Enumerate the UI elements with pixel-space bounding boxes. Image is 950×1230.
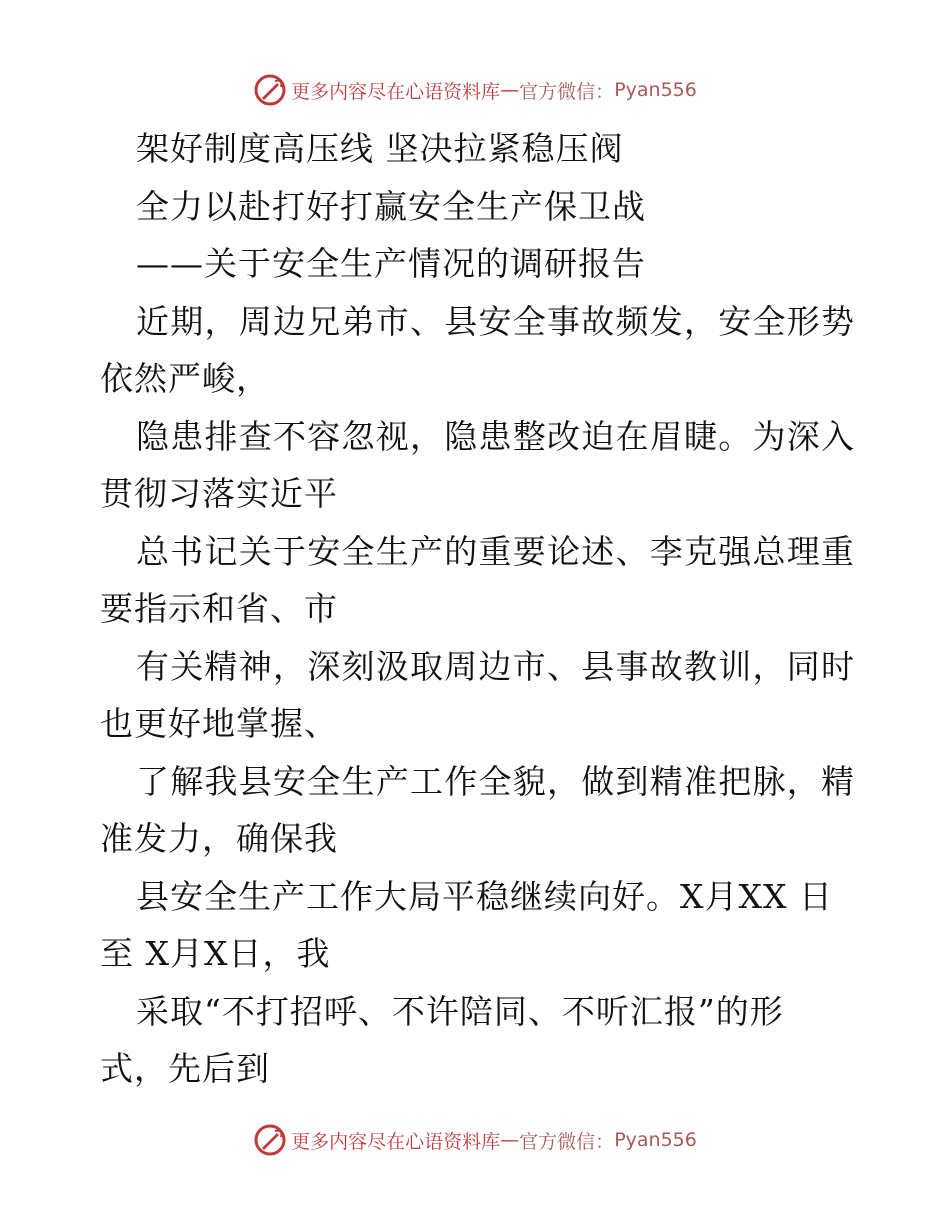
paragraph-line: 贯彻习落实近平 [100, 474, 338, 513]
paragraph-line: 了解我县安全生产工作全貌，做到精准把脉，精 [136, 761, 855, 801]
paragraph-line: 县安全生产工作大局平稳继续向好。X月XX 日 [136, 876, 833, 916]
quill-logo-icon [253, 73, 287, 107]
paragraph-line: 依然严峻， [100, 359, 270, 398]
watermark-banner-bottom [0, 1120, 950, 1160]
paragraph-line: 式，先后到 [100, 1049, 270, 1088]
paragraph-line: 总书记关于安全生产的重要论述、李克强总理重 [136, 531, 855, 571]
watermark-site-text: 更多内容尽在心语资料库 [291, 80, 501, 103]
paragraph-line: 有关精神，深刻汲取周边市、县事故教训，同时 [136, 646, 855, 686]
quill-logo-icon [253, 1123, 287, 1157]
paragraph-line: 采取“不打招呼、不许陪同、不听汇报”的形 [136, 991, 784, 1031]
paragraph-line: 也更好地掌握、 [100, 704, 338, 743]
watermark-wechat-label: 官方微信： [519, 80, 615, 103]
paragraph-line: 要指示和省、市 [100, 589, 338, 628]
watermark-wechat-label: 官方微信： [519, 1130, 615, 1153]
document-subtitle: ——关于安全生产情况的调研报告 [136, 244, 646, 283]
paragraph-line: 近期，周边兄弟市、县安全事故频发，安全形势 [136, 301, 855, 341]
document-title-line-1: 架好制度高压线 坚决拉紧稳压阀 [136, 129, 624, 168]
watermark-dash: — [500, 79, 520, 101]
watermark-site-text: 更多内容尽在心语资料库 [291, 1130, 501, 1153]
watermark-dash: — [500, 1129, 520, 1151]
watermark-banner-top [0, 70, 950, 110]
paragraph-line: 隐患排查不容忽视，隐患整改迫在眉睫。为深入 [136, 416, 855, 456]
paragraph-line: 至 X月X日，我 [100, 934, 331, 973]
document-title-line-2: 全力以赴打好打赢安全生产保卫战 [136, 186, 646, 226]
watermark-wechat-id: Pyan556 [614, 79, 697, 101]
watermark-wechat-id: Pyan556 [614, 1129, 697, 1151]
document-body [100, 120, 855, 1098]
paragraph-line: 准发力，确保我 [100, 819, 338, 858]
